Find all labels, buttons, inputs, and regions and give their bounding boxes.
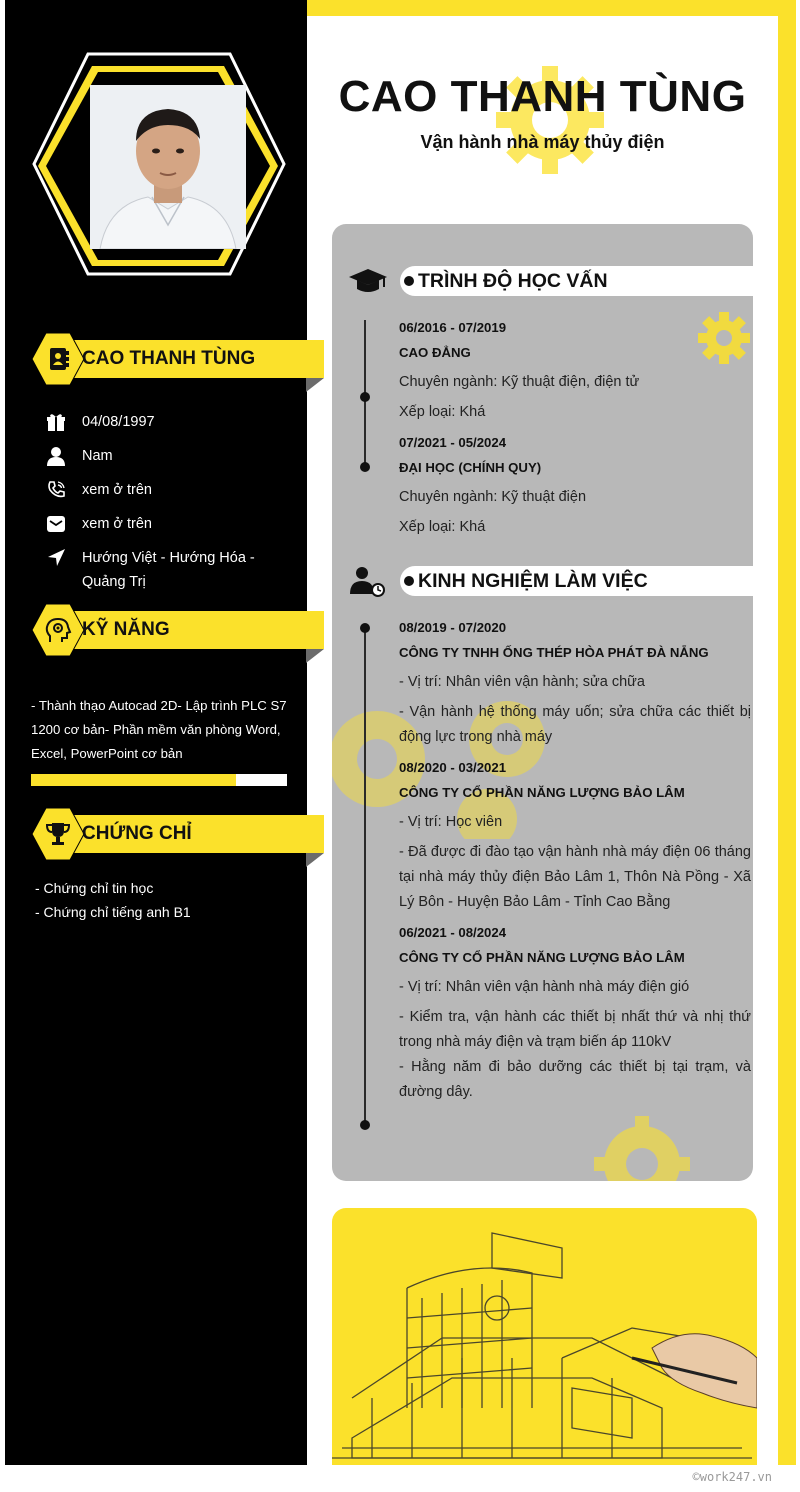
education-header [348, 264, 753, 298]
entry-date: 06/2016 - 07/2019 [399, 320, 507, 335]
certificate-item: - Chứng chỉ tin học [35, 880, 154, 896]
education-entry [399, 315, 751, 425]
profile-header [30, 331, 324, 387]
entry-date: 07/2021 - 05/2024 [399, 435, 507, 450]
email-value: xem ở trên [82, 516, 152, 532]
entry-line: Xếp loại: Khá [399, 404, 486, 420]
gender-value: Nam [82, 448, 113, 464]
personal-info-list [46, 412, 296, 606]
entry-line: - Vị trí: Nhân viên vận hành nhà máy điện gió [399, 979, 690, 995]
timeline-dot [360, 392, 370, 402]
avatar-frame [28, 52, 286, 280]
contact-book-icon [44, 345, 72, 373]
address-value: Hướng Việt - Hướng Hóa - Quảng Trị [82, 550, 255, 590]
trophy-icon [44, 820, 72, 848]
skills-header [30, 602, 324, 658]
header-fold [306, 378, 324, 392]
education-entry [399, 430, 751, 540]
bullet-dot [404, 276, 414, 286]
info-gender [46, 446, 296, 468]
entry-line: - Đã được đi đào tạo vận hành nhà máy điện 06 tháng tại nhà máy thủy điện Bảo Lâm 1, Thôn Nà Pồng - Xã Lý Bôn - Huyện Bảo Lâm - Tỉnh Cao Bằng [399, 844, 751, 910]
entry-line: Chuyên ngành: Kỹ thuật điện [399, 489, 587, 505]
certificates-title: CHỨNG CHỈ [82, 823, 192, 844]
avatar [90, 85, 246, 249]
header-fold [306, 853, 324, 867]
hand-with-pen-icon [632, 1334, 757, 1408]
entry-line: - Vận hành hệ thống máy uốn; sửa chữa các thiết bị động lực trong nhà máy [399, 704, 751, 745]
skill-level-fill [31, 774, 236, 786]
gift-icon [46, 412, 66, 432]
experience-entry [399, 755, 751, 915]
info-address [46, 548, 296, 594]
experience-header [348, 564, 753, 598]
entry-line: Chuyên ngành: Kỹ thuật điện, điện tử [399, 374, 640, 390]
entry-line: Xếp loại: Khá [399, 519, 486, 535]
timeline-dot [360, 1120, 370, 1130]
job-title: Vận hành nhà máy thủy điện [420, 132, 665, 152]
experience-timeline [364, 628, 366, 1128]
entry-school: ĐẠI HỌC (CHÍNH QUY) [399, 460, 542, 475]
entry-line: - Hằng năm đi bảo dưỡng các thiết bị tại trạm, và đường dây. [399, 1059, 751, 1100]
location-icon [46, 548, 66, 568]
info-phone [46, 480, 296, 502]
bullet-dot [404, 576, 414, 586]
skills-description: - Thành thạo Autocad 2D- Lập trình PLC S7 1200 cơ bản- Phần mềm văn phòng Word, Excel, PowerPoint cơ bản [31, 698, 287, 761]
entry-line: - Vị trí: Học viên [399, 814, 503, 830]
certificate-item: - Chứng chỉ tiếng anh B1 [35, 904, 191, 920]
timeline-dot [360, 623, 370, 633]
entry-school: CAO ĐẲNG [399, 345, 471, 360]
house-sketch-illustration [332, 1208, 757, 1465]
head-gear-icon [44, 616, 72, 644]
phone-value: xem ở trên [82, 482, 152, 498]
graduation-cap-icon [348, 264, 388, 298]
profile-title: CAO THANH TÙNG [82, 348, 256, 369]
education-title: TRÌNH ĐỘ HỌC VẤN [418, 270, 608, 292]
experience-entry [399, 920, 751, 1105]
house-sketch-icon [332, 1208, 757, 1465]
header-fold [306, 649, 324, 663]
gear-decoration-icon [587, 1114, 697, 1181]
info-email [46, 514, 296, 536]
birthday-value: 04/08/1997 [82, 414, 155, 430]
certificate-list [35, 876, 295, 924]
entry-date: 06/2021 - 08/2024 [399, 925, 507, 940]
timeline-dot [360, 462, 370, 472]
experience-entry [399, 615, 751, 750]
skills-title: KỸ NĂNG [82, 619, 170, 640]
entry-line: - Kiểm tra, vận hành các thiết bị nhất thứ và nhị thứ trong nhà máy điện và trạm biến áp 110kV [399, 1009, 751, 1050]
experience-title: KINH NGHIỆM LÀM VIỆC [418, 570, 648, 592]
entry-company: CÔNG TY CỔ PHẦN NĂNG LƯỢNG BẢO LÂM [399, 785, 685, 800]
entry-date: 08/2019 - 07/2020 [399, 620, 507, 635]
watermark: ©work247.vn [692, 1470, 772, 1484]
businessman-clock-icon [348, 564, 388, 598]
candidate-name: CAO THANH TÙNG [338, 72, 747, 121]
skill-level-bar [31, 774, 287, 786]
user-icon [46, 446, 66, 466]
info-birthday [46, 412, 296, 434]
mail-icon [46, 515, 66, 533]
entry-company: CÔNG TY TNHH ỐNG THÉP HÒA PHÁT ĐÀ NẴNG [399, 645, 709, 660]
entry-line: - Vị trí: Nhân viên vận hành; sửa chữa [399, 674, 645, 690]
entry-company: CÔNG TY CỔ PHẦN NĂNG LƯỢNG BẢO LÂM [399, 950, 685, 965]
entry-date: 08/2020 - 03/2021 [399, 760, 507, 775]
phone-icon [46, 480, 66, 500]
certificates-header [30, 806, 324, 862]
